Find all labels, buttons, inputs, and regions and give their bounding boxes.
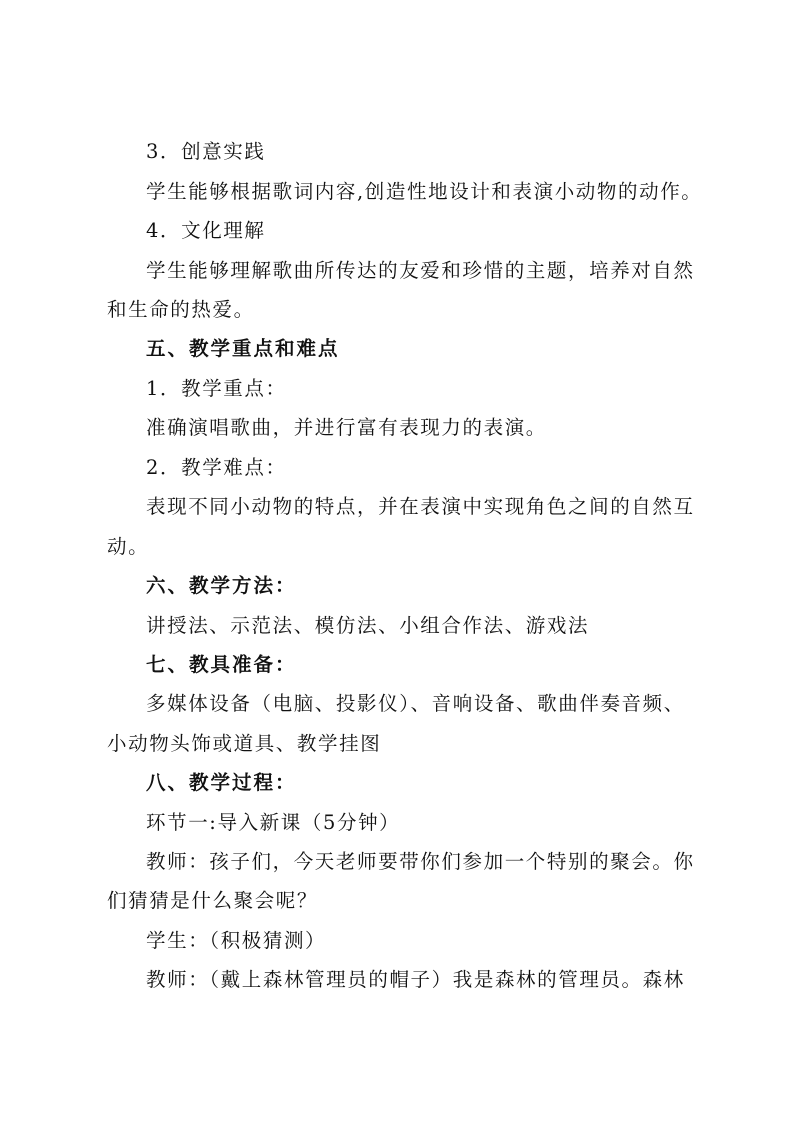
paragraph-line: 小动物头饰或道具、教学挂图: [107, 732, 382, 755]
paragraph-line: 教师：孩子们，今天老师要带你们参加一个特别的聚会。你: [146, 850, 695, 873]
section-heading-teaching-methods: 六、教学方法：: [146, 574, 297, 597]
paragraph-line: 动。: [107, 535, 150, 558]
paragraph-line: 表现不同小动物的特点，并在表演中实现角色之间的自然互: [146, 495, 695, 518]
paragraph-line: 准确演唱歌曲，并进行富有表现力的表演。: [146, 416, 547, 439]
paragraph-line: 学生能够根据歌词内容,创造性地设计和表演小动物的动作。: [146, 180, 703, 203]
section-heading-teaching-process: 八、教学过程：: [146, 771, 297, 794]
subheading-introduction: 环节一:导入新课（5分钟）: [146, 811, 401, 834]
subheading-teaching-focus: 1．教学重点：: [146, 377, 287, 400]
paragraph-line: 们猜猜是什么聚会呢？: [107, 889, 319, 912]
section-heading-creative-practice: 3．创意实践: [146, 140, 266, 163]
paragraph-line: 多媒体设备（电脑、投影仪）、音响设备、歌曲伴奏音频、: [146, 692, 685, 715]
subheading-teaching-difficulty: 2．教学难点：: [146, 456, 287, 479]
paragraph-line: 教师：（戴上森林管理员的帽子）我是森林的管理员。森林: [146, 968, 685, 991]
section-heading-teaching-aids: 七、教具准备：: [146, 653, 297, 676]
paragraph-line: 学生能够理解歌曲所传达的友爱和珍惜的主题，培养对自然: [146, 259, 695, 282]
section-heading-cultural-understanding: 4．文化理解: [146, 219, 266, 242]
paragraph-line: 学生：（积极猜测）: [146, 929, 327, 952]
paragraph-line: 和生命的热爱。: [107, 298, 255, 321]
section-heading-key-points: 五、教学重点和难点: [146, 337, 340, 360]
paragraph-line: 讲授法、示范法、模仿法、小组合作法、游戏法: [146, 614, 590, 637]
